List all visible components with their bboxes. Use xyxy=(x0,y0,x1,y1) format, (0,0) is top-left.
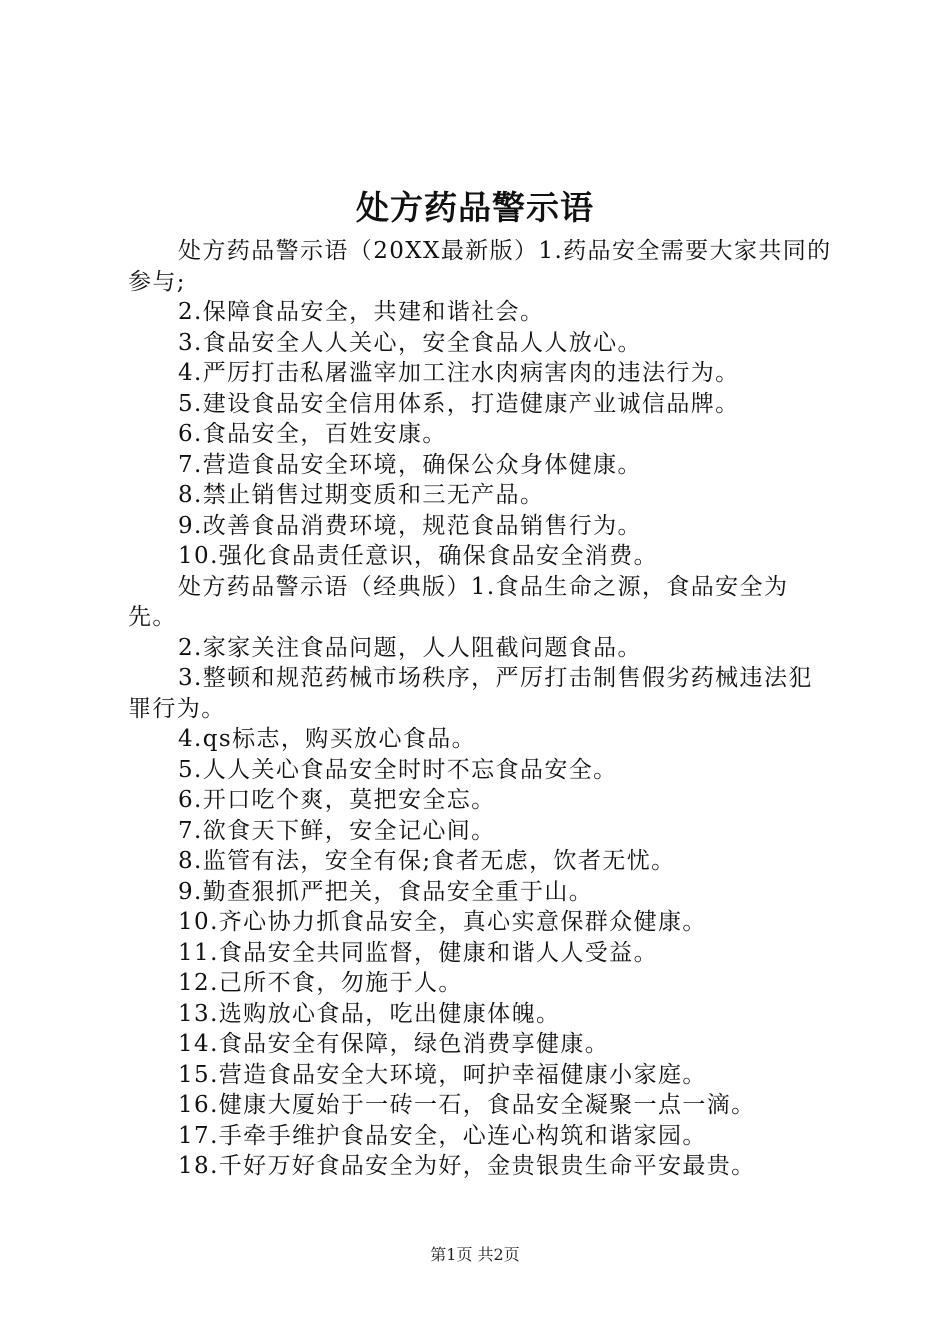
paragraph: 6.食品安全，百姓安康。 xyxy=(178,421,447,447)
paragraph: 10.强化食品责任意识，确保食品安全消费。 xyxy=(178,543,658,569)
paragraph: 12.己所不食，勿施于人。 xyxy=(178,970,463,996)
paragraph: 3.整顿和规范药械市场秩序，严厉打击制售假劣药械违法犯罪行为。 xyxy=(128,665,813,722)
paragraph: 6.开口吃个爽，莫把安全忘。 xyxy=(178,787,496,813)
page-title: 处方药品警示语 xyxy=(356,188,594,227)
paragraph: 8.禁止销售过期变质和三无产品。 xyxy=(178,482,545,508)
paragraph: 2.保障食品安全，共建和谐社会。 xyxy=(178,299,545,325)
paragraph: 处方药品警示语（经典版）1.食品生命之源，食品安全为先。 xyxy=(128,573,789,630)
paragraph: 处方药品警示语（20XX最新版）1.药品安全需要大家共同的参与; xyxy=(128,238,832,295)
paragraph: 18.千好万好食品安全为好，金贵银贵生命平安最贵。 xyxy=(178,1153,756,1179)
paragraph: 11.食品安全共同监督，健康和谐人人受益。 xyxy=(178,939,658,966)
paragraph: 10.齐心协力抓食品安全，真心实意保群众健康。 xyxy=(178,909,707,935)
paragraph: 17.手牵手维护食品安全，心连心构筑和谐家园。 xyxy=(178,1122,707,1149)
paragraph: 13.选购放心食品，吃出健康体魄。 xyxy=(178,1000,561,1027)
paragraph: 14.食品安全有保障，绿色消费享健康。 xyxy=(178,1031,610,1057)
page-footer xyxy=(0,1244,950,1266)
page-number: 第1页 共2页 xyxy=(430,1245,520,1264)
paragraph: 5.建设食品安全信用体系，打造健康产业诚信品牌。 xyxy=(178,390,740,417)
paragraph: 16.健康大厦始于一砖一石，食品安全凝聚一点一滴。 xyxy=(178,1092,756,1118)
paragraph: 9.改善食品消费环境，规范食品销售行为。 xyxy=(178,512,642,539)
document-body xyxy=(128,236,832,1182)
paragraph: 2.家家关注食品问题，人人阻截问题食品。 xyxy=(178,634,642,661)
paragraph: 15.营造食品安全大环境，呵护幸福健康小家庭。 xyxy=(178,1061,707,1088)
paragraph: 7.营造食品安全环境，确保公众身体健康。 xyxy=(178,451,642,478)
paragraph: 4.qs标志，购买放心食品。 xyxy=(178,726,477,752)
paragraph: 8.监管有法，安全有保;食者无虑，饮者无忧。 xyxy=(178,848,676,874)
paragraph: 7.欲食天下鲜，安全记心间。 xyxy=(178,817,496,844)
paragraph: 5.人人关心食品安全时时不忘食品安全。 xyxy=(178,756,618,783)
paragraph: 3.食品安全人人关心，安全食品人人放心。 xyxy=(178,329,642,356)
paragraph: 4.严厉打击私屠滥宰加工注水肉病害肉的违法行为。 xyxy=(178,360,740,386)
paragraph: 9.勤查狠抓严把关，食品安全重于山。 xyxy=(178,878,594,905)
